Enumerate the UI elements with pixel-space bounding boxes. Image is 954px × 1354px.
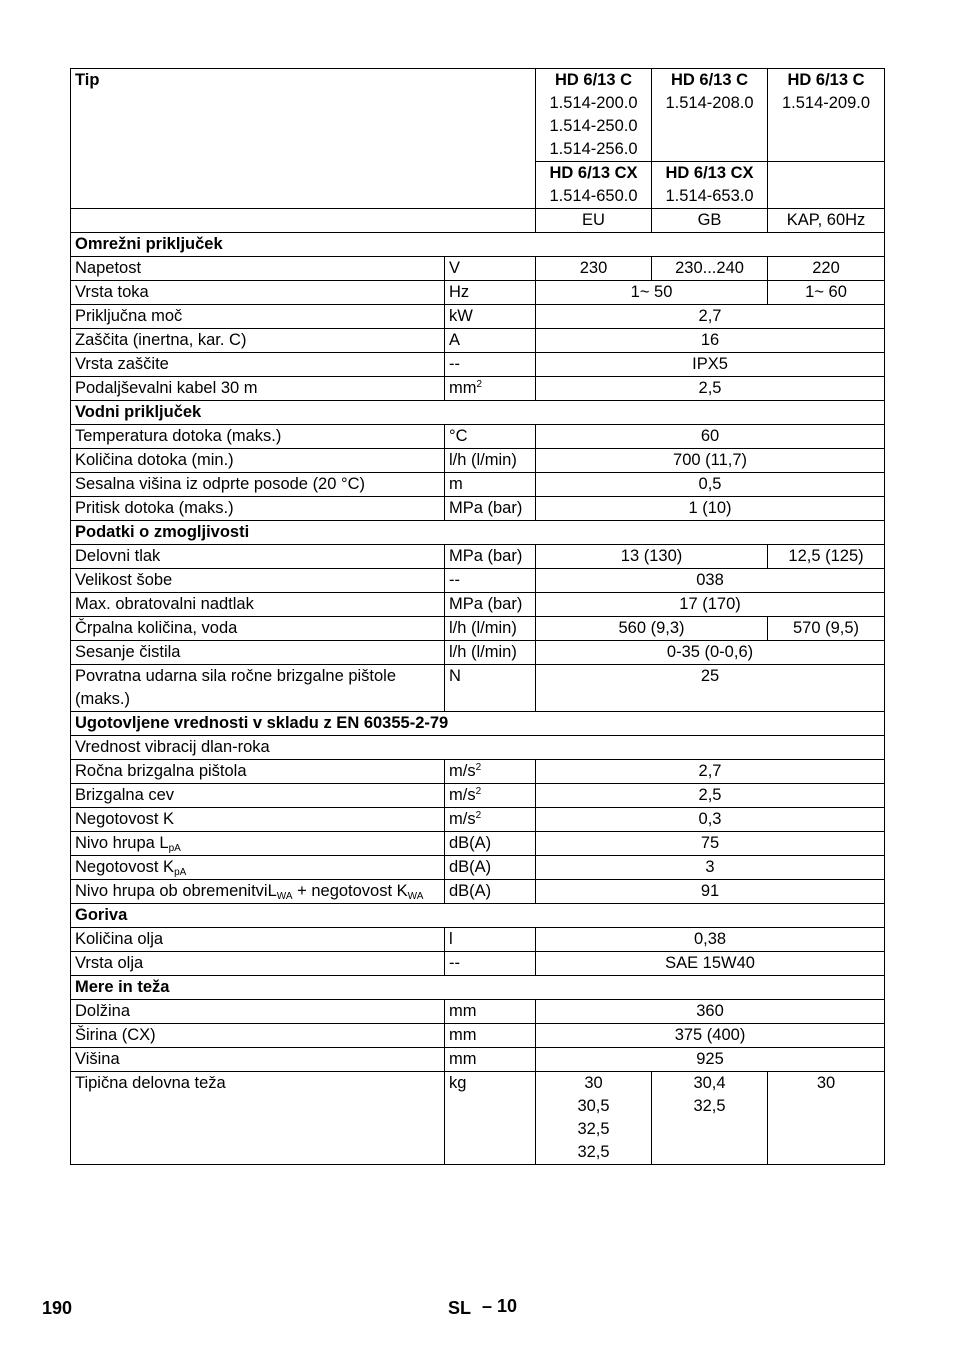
page-label: – 10 xyxy=(482,1296,518,1316)
row-value: 2,5 xyxy=(536,784,885,808)
row-value: 360 xyxy=(536,1000,885,1024)
row-value: 038 xyxy=(536,569,885,593)
row-unit: dB(A) xyxy=(445,832,536,856)
label-subscript: pA xyxy=(168,843,181,854)
row-unit: -- xyxy=(445,952,536,976)
row-value: 0,38 xyxy=(536,928,885,952)
row-label: Napetost xyxy=(71,257,445,281)
row-label: Velikost šobe xyxy=(71,569,445,593)
row-label: Brizgalna cev xyxy=(71,784,445,808)
row-value: 2,5 xyxy=(536,377,885,401)
row-value: 12,5 (125) xyxy=(768,545,885,569)
row-value: 375 (400) xyxy=(536,1024,885,1048)
label-text: Negotovost K xyxy=(75,858,175,876)
table-row xyxy=(71,545,885,569)
label-subscript: WA xyxy=(407,891,424,902)
table-row xyxy=(71,952,885,976)
row-value: 91 xyxy=(536,880,885,904)
row-label: Temperatura dotoka (maks.) xyxy=(71,425,445,449)
row-value: 60 xyxy=(536,425,885,449)
section-heading: Podatki o zmogljivosti xyxy=(71,521,885,545)
region-cell: GB xyxy=(652,209,768,233)
table-row xyxy=(71,784,885,808)
table-row xyxy=(71,593,885,617)
row-label: Priključna moč xyxy=(71,305,445,329)
row-value: SAE 15W40 xyxy=(536,952,885,976)
model-name: HD 6/13 CX xyxy=(549,164,638,182)
row-unit: -- xyxy=(445,353,536,377)
section-heading: Vodni priključek xyxy=(71,401,885,425)
row-unit: V xyxy=(445,257,536,281)
row-unit: mm xyxy=(445,1048,536,1072)
model-name: HD 6/13 C xyxy=(555,71,633,89)
unit-text: m/s xyxy=(449,786,476,804)
row-unit: MPa (bar) xyxy=(445,545,536,569)
table-row xyxy=(71,473,885,497)
model-cell xyxy=(768,69,885,162)
row-label xyxy=(71,856,445,880)
row-value: 30 30,5 32,5 32,5 xyxy=(536,1072,652,1165)
row-value: 560 (9,3) xyxy=(536,617,768,641)
row-unit: kg xyxy=(445,1072,536,1165)
table-row xyxy=(71,1072,885,1165)
region-cell: EU xyxy=(536,209,652,233)
row-label: Širina (CX) xyxy=(71,1024,445,1048)
tip-label: Tip xyxy=(71,69,536,209)
row-label: Pritisk dotoka (maks.) xyxy=(71,497,445,521)
table-row xyxy=(71,353,885,377)
row-label: Vrsta toka xyxy=(71,281,445,305)
unit-superscript: 2 xyxy=(476,379,483,390)
table-row xyxy=(71,641,885,665)
row-label: Vrsta olja xyxy=(71,952,445,976)
unit-text: m/s xyxy=(449,762,476,780)
row-value: 0,5 xyxy=(536,473,885,497)
row-label: Negotovost K xyxy=(71,808,445,832)
section-heading: Goriva xyxy=(71,904,885,928)
row-unit: m xyxy=(445,473,536,497)
row-unit xyxy=(445,760,536,784)
table-row xyxy=(71,665,885,712)
region-label-empty xyxy=(71,209,536,233)
model-codes: 1.514-200.0 1.514-250.0 1.514-256.0 xyxy=(549,94,638,158)
model-codes: 1.514-208.0 xyxy=(665,94,754,112)
model-cell-empty xyxy=(768,162,885,209)
row-unit: mm xyxy=(445,1024,536,1048)
row-label: Delovni tlak xyxy=(71,545,445,569)
row-value: 925 xyxy=(536,1048,885,1072)
row-value: 2,7 xyxy=(536,760,885,784)
row-unit: °C xyxy=(445,425,536,449)
model-cell xyxy=(536,162,652,209)
row-value: 700 (11,7) xyxy=(536,449,885,473)
row-label: Ročna brizgalna pištola xyxy=(71,760,445,784)
label-subscript: WA xyxy=(276,891,293,902)
row-label: Količina dotoka (min.) xyxy=(71,449,445,473)
section-heading: Mere in teža xyxy=(71,976,885,1000)
row-value: 3 xyxy=(536,856,885,880)
row-unit: N xyxy=(445,665,536,712)
row-unit: A xyxy=(445,329,536,353)
table-row xyxy=(71,856,885,880)
unit-superscript: 2 xyxy=(475,762,482,773)
table-row xyxy=(71,497,885,521)
row-value: 17 (170) xyxy=(536,593,885,617)
technical-data-table xyxy=(70,68,885,1165)
row-value: 16 xyxy=(536,329,885,353)
unit-superscript: 2 xyxy=(475,786,482,797)
row-label: Črpalna količina, voda xyxy=(71,617,445,641)
row-label: Povratna udarna sila ročne brizgalne pištole (maks.) xyxy=(71,665,445,712)
row-unit: mm xyxy=(445,1000,536,1024)
section-heading: Omrežni priključek xyxy=(71,233,885,257)
row-unit: MPa (bar) xyxy=(445,497,536,521)
table-row xyxy=(71,1024,885,1048)
row-value: 230...240 xyxy=(652,257,768,281)
row-label xyxy=(71,832,445,856)
row-label: Max. obratovalni nadtlak xyxy=(71,593,445,617)
row-label: Vrednost vibracij dlan-roka xyxy=(71,736,885,760)
table-row xyxy=(71,449,885,473)
row-unit: l/h (l/min) xyxy=(445,617,536,641)
row-value: 30 xyxy=(768,1072,885,1165)
table-row xyxy=(71,808,885,832)
row-label: Tipična delovna teža xyxy=(71,1072,445,1165)
row-value: 0,3 xyxy=(536,808,885,832)
table-row xyxy=(71,1000,885,1024)
row-unit: l/h (l/min) xyxy=(445,641,536,665)
row-label: Dolžina xyxy=(71,1000,445,1024)
row-label: Zaščita (inertna, kar. C) xyxy=(71,329,445,353)
table-row xyxy=(71,760,885,784)
row-value: 0-35 (0-0,6) xyxy=(536,641,885,665)
section-heading: Ugotovljene vrednosti v skladu z EN 60355-2-79 xyxy=(71,712,885,736)
row-value: IPX5 xyxy=(536,353,885,377)
table-row xyxy=(71,617,885,641)
language-code: SL xyxy=(448,1298,472,1318)
model-codes: 1.514-653.0 xyxy=(665,187,754,205)
row-label: Podaljševalni kabel 30 m xyxy=(71,377,445,401)
model-codes: 1.514-209.0 xyxy=(781,94,871,112)
row-value: 1~ 60 xyxy=(768,281,885,305)
row-unit: l xyxy=(445,928,536,952)
table-row xyxy=(71,736,885,760)
table-row xyxy=(71,928,885,952)
table-row xyxy=(71,281,885,305)
row-unit: dB(A) xyxy=(445,856,536,880)
region-cell: KAP, 60Hz xyxy=(768,209,885,233)
table-row xyxy=(71,880,885,904)
page-number: 190 xyxy=(42,1298,73,1318)
row-label: Višina xyxy=(71,1048,445,1072)
table-row xyxy=(71,257,885,281)
unit-text: mm xyxy=(449,379,477,397)
row-unit: l/h (l/min) xyxy=(445,449,536,473)
row-value: 1 (10) xyxy=(536,497,885,521)
table-row xyxy=(71,569,885,593)
row-unit: kW xyxy=(445,305,536,329)
unit-superscript: 2 xyxy=(475,810,482,821)
table-row xyxy=(71,329,885,353)
row-value: 30,4 32,5 xyxy=(652,1072,768,1165)
row-label xyxy=(71,880,445,904)
row-unit: Hz xyxy=(445,281,536,305)
row-unit xyxy=(445,377,536,401)
row-value: 25 xyxy=(536,665,885,712)
row-unit xyxy=(445,808,536,832)
table-row xyxy=(71,832,885,856)
model-cell xyxy=(652,69,768,162)
label-subscript: pA xyxy=(174,867,187,878)
row-value: 1~ 50 xyxy=(536,281,768,305)
model-codes: 1.514-650.0 xyxy=(549,187,638,205)
model-name: HD 6/13 CX xyxy=(665,164,754,182)
row-unit xyxy=(445,784,536,808)
table-row xyxy=(71,1048,885,1072)
row-unit: -- xyxy=(445,569,536,593)
model-name: HD 6/13 C xyxy=(787,71,865,89)
table-row xyxy=(71,425,885,449)
row-label: Sesanje čistila xyxy=(71,641,445,665)
row-label: Sesalna višina iz odprte posode (20 °C) xyxy=(71,473,445,497)
label-text: Nivo hrupa ob obremenitviL xyxy=(75,882,277,900)
label-text: + negotovost K xyxy=(292,882,408,900)
model-cell xyxy=(652,162,768,209)
table-row xyxy=(71,377,885,401)
row-label: Vrsta zaščite xyxy=(71,353,445,377)
model-cell xyxy=(536,69,652,162)
row-value: 230 xyxy=(536,257,652,281)
row-value: 75 xyxy=(536,832,885,856)
row-value: 220 xyxy=(768,257,885,281)
model-name: HD 6/13 C xyxy=(671,71,749,89)
row-value: 2,7 xyxy=(536,305,885,329)
table-row xyxy=(71,305,885,329)
row-value: 570 (9,5) xyxy=(768,617,885,641)
row-label: Količina olja xyxy=(71,928,445,952)
row-unit: dB(A) xyxy=(445,880,536,904)
label-text: Nivo hrupa L xyxy=(75,834,169,852)
unit-text: m/s xyxy=(449,810,476,828)
row-unit: MPa (bar) xyxy=(445,593,536,617)
row-value: 13 (130) xyxy=(536,545,768,569)
